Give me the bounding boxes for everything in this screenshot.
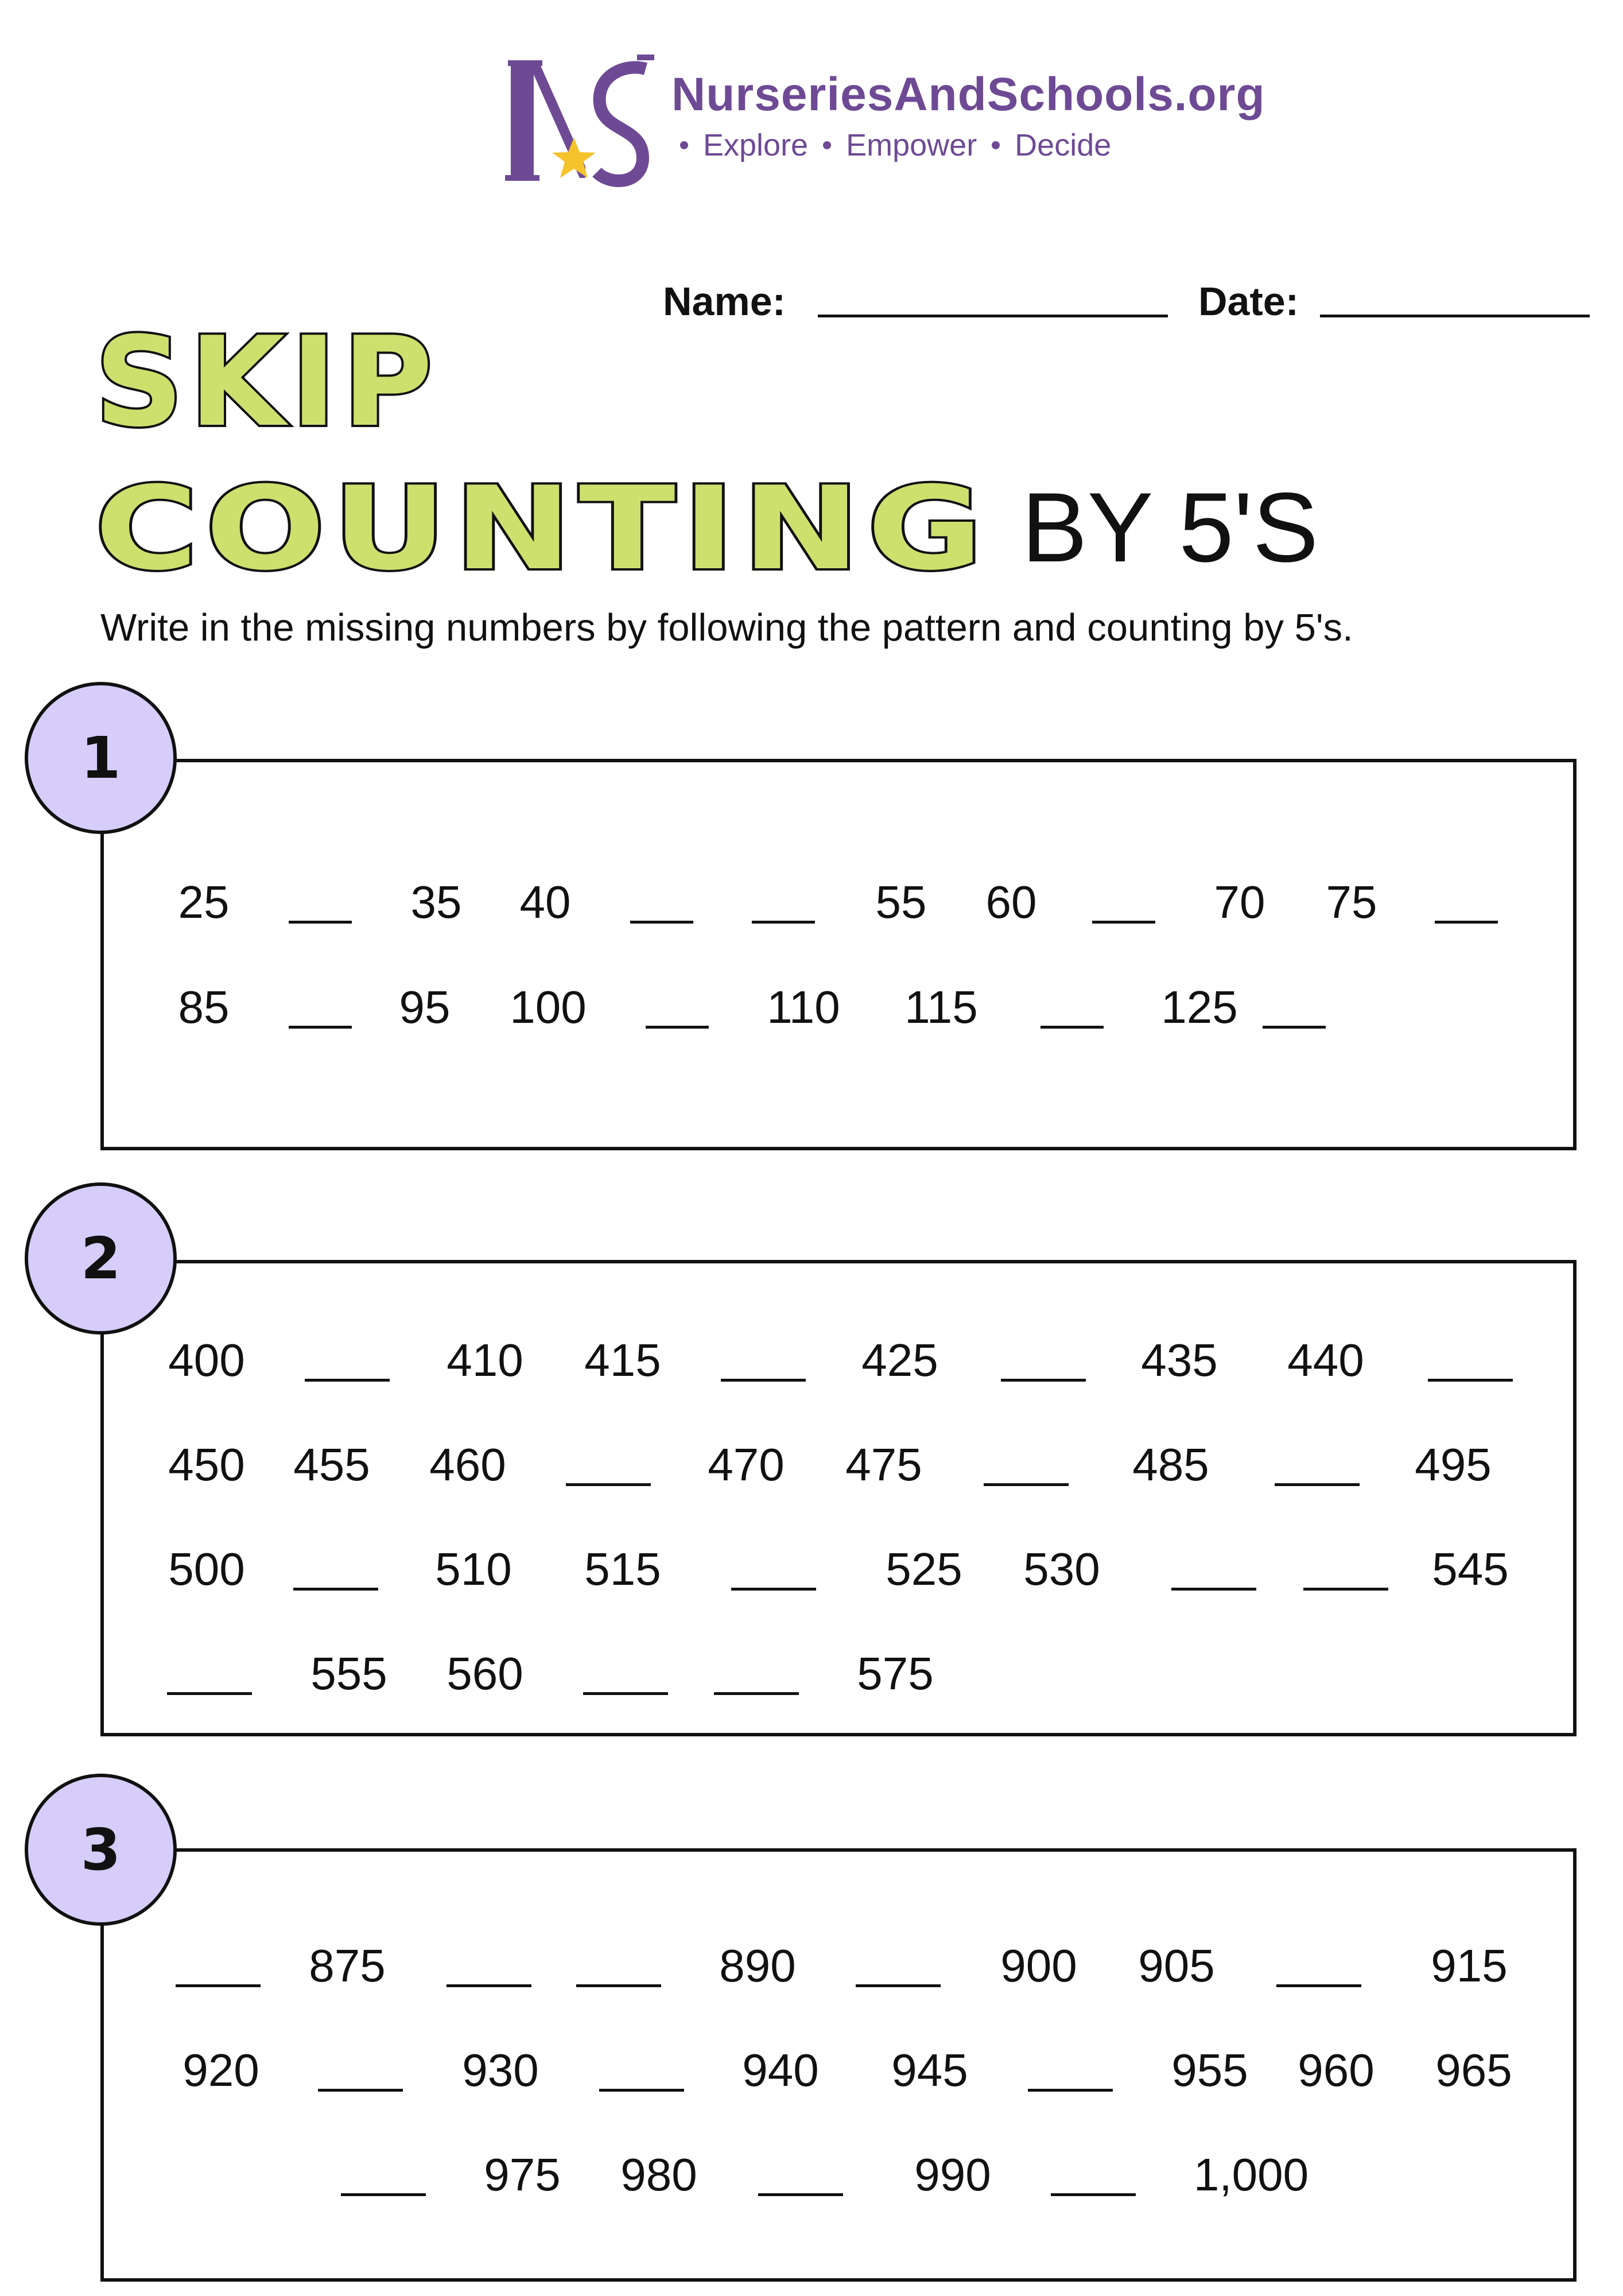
bullet-dot [680, 141, 688, 149]
sequence-number: 990 [914, 2149, 991, 2200]
sequence-number: 525 [886, 1543, 962, 1595]
sequence-number: 1,000 [1193, 2149, 1309, 2200]
sequence-number: 960 [1298, 2045, 1374, 2096]
sequence-number: 955 [1171, 2045, 1248, 2096]
answer-blank[interactable] [576, 1984, 661, 1987]
bullet-dot [992, 141, 1000, 149]
sequence-number: 100 [510, 982, 587, 1033]
sequence-number: 415 [584, 1335, 661, 1386]
sequence-number: 410 [446, 1335, 523, 1386]
sequence-number: 110 [767, 982, 840, 1033]
sequence-number: 460 [429, 1439, 506, 1490]
answer-blank[interactable] [1051, 2193, 1136, 2196]
sequence-number: 560 [446, 1648, 523, 1699]
brand-tagline [680, 127, 1111, 163]
sequence-number: 455 [293, 1439, 370, 1490]
sequence-number: 495 [1415, 1439, 1492, 1490]
answer-blank[interactable] [289, 1026, 352, 1029]
sequence-number: 900 [1000, 1940, 1077, 1991]
answer-blank[interactable] [1040, 1026, 1104, 1029]
answer-blank[interactable] [1028, 2089, 1113, 2092]
sequence-number: 555 [310, 1648, 387, 1699]
answer-blank[interactable] [583, 1692, 668, 1695]
sequence-number: 35 [410, 876, 462, 928]
answer-blank[interactable] [856, 1984, 941, 1987]
answer-blank[interactable] [318, 2089, 403, 2092]
sequence-number: 875 [309, 1940, 386, 1991]
sequence-number: 940 [742, 2045, 819, 2096]
sequence-number: 515 [584, 1543, 661, 1595]
sequence-number: 980 [620, 2149, 697, 2200]
problem-3-badge: 3 [25, 1774, 177, 1926]
bullet-dot [823, 141, 831, 149]
problem-1-box [100, 759, 1577, 1150]
problem-1-badge: 1 [25, 682, 177, 834]
sequence-number: 930 [462, 2045, 539, 2096]
sequence-number: 435 [1141, 1335, 1218, 1386]
answer-blank[interactable] [646, 1026, 709, 1029]
sequence-number: 115 [904, 982, 978, 1033]
answer-blank[interactable] [599, 2089, 684, 2092]
sequence-number: 25 [178, 876, 230, 928]
sequence-number: 125 [1161, 982, 1238, 1033]
name-label: Name: [663, 279, 786, 324]
answer-blank[interactable] [341, 2193, 426, 2196]
title-by-5s: BY 5'S [1022, 472, 1319, 583]
sequence-number: 450 [168, 1439, 245, 1490]
answer-blank[interactable] [758, 2193, 843, 2196]
sequence-number: 40 [519, 876, 571, 928]
tagline-decide: Decide [1015, 128, 1112, 162]
sequence-number: 440 [1287, 1335, 1364, 1386]
sequence-number: 55 [875, 876, 927, 928]
sequence-number: 920 [183, 2045, 259, 2096]
instructions: Write in the missing numbers by following the pattern and counting by 5's. [100, 606, 1353, 649]
sequence-number: 500 [168, 1543, 245, 1595]
date-field[interactable] [1320, 315, 1590, 317]
sequence-number: 915 [1431, 1940, 1508, 1991]
page-title [86, 287, 1004, 603]
answer-blank[interactable] [293, 1588, 378, 1591]
tagline-explore: Explore [703, 128, 809, 162]
sequence-number: 60 [985, 876, 1037, 928]
answer-blank[interactable] [566, 1483, 651, 1486]
sequence-number: 575 [857, 1648, 934, 1699]
sequence-number: 70 [1214, 876, 1265, 928]
date-label: Date: [1198, 279, 1299, 324]
sequence-number: 945 [891, 2045, 968, 2096]
answer-blank[interactable] [714, 1692, 799, 1695]
answer-blank[interactable] [1275, 1483, 1360, 1486]
problem-2-badge: 2 [25, 1182, 177, 1335]
title-skip: SKIP [95, 310, 439, 454]
sequence-number: 470 [708, 1439, 785, 1490]
brand-name: NurseriesAndSchools.org [671, 68, 1265, 121]
answer-blank[interactable] [305, 1379, 390, 1382]
sequence-number: 400 [168, 1335, 245, 1386]
sequence-number: 975 [484, 2149, 561, 2200]
answer-blank[interactable] [176, 1984, 261, 1987]
logo-ns-icon [499, 52, 666, 189]
answer-blank[interactable] [1276, 1984, 1361, 1987]
answer-blank[interactable] [630, 921, 693, 924]
sequence-number: 890 [719, 1940, 796, 1991]
answer-blank[interactable] [289, 921, 352, 924]
sequence-number: 85 [178, 982, 230, 1033]
answer-blank[interactable] [731, 1588, 816, 1591]
answer-blank[interactable] [1001, 1379, 1086, 1382]
sequence-number: 905 [1138, 1940, 1215, 1991]
answer-blank[interactable] [721, 1379, 806, 1382]
sequence-number: 545 [1432, 1543, 1509, 1595]
answer-blank[interactable] [167, 1692, 252, 1695]
sequence-number: 485 [1132, 1439, 1209, 1490]
sequence-number: 95 [399, 982, 451, 1033]
tagline-empower: Empower [846, 128, 977, 162]
answer-blank[interactable] [1092, 921, 1155, 924]
answer-blank[interactable] [1263, 1026, 1326, 1029]
sequence-number: 75 [1326, 876, 1377, 928]
sequence-number: 965 [1435, 2045, 1512, 2096]
sequence-number: 530 [1023, 1543, 1100, 1595]
answer-blank[interactable] [984, 1483, 1069, 1486]
sequence-number: 510 [435, 1543, 512, 1595]
answer-blank[interactable] [446, 1984, 531, 1987]
answer-blank[interactable] [1428, 1379, 1513, 1382]
title-counting: COUNTING [95, 462, 990, 596]
answer-blank[interactable] [1303, 1588, 1388, 1591]
answer-blank[interactable] [1171, 1588, 1256, 1591]
answer-blank[interactable] [1435, 921, 1498, 924]
sequence-number: 475 [845, 1439, 922, 1490]
answer-blank[interactable] [752, 921, 815, 924]
sequence-number: 425 [861, 1335, 938, 1386]
